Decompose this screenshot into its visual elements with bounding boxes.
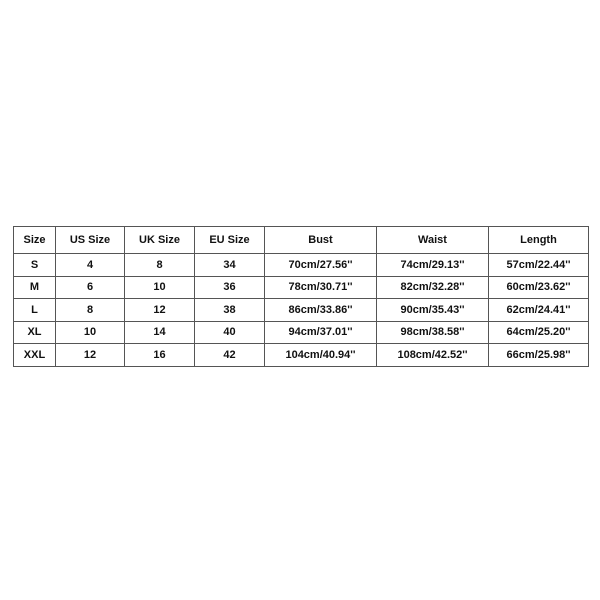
cell-waist: 90cm/35.43'' (377, 299, 489, 322)
cell-us-size: 6 (56, 276, 125, 299)
header-waist: Waist (377, 227, 489, 254)
header-us-size: US Size (56, 227, 125, 254)
cell-eu-size: 36 (195, 276, 265, 299)
cell-bust: 86cm/33.86'' (265, 299, 377, 322)
cell-uk-size: 14 (125, 321, 195, 344)
cell-eu-size: 40 (195, 321, 265, 344)
cell-waist: 108cm/42.52'' (377, 344, 489, 367)
cell-us-size: 4 (56, 254, 125, 277)
header-uk-size: UK Size (125, 227, 195, 254)
cell-length: 64cm/25.20'' (489, 321, 589, 344)
table-row (14, 344, 589, 367)
cell-size: XL (14, 321, 56, 344)
cell-length: 60cm/23.62'' (489, 276, 589, 299)
cell-bust: 94cm/37.01'' (265, 321, 377, 344)
cell-us-size: 12 (56, 344, 125, 367)
cell-uk-size: 10 (125, 276, 195, 299)
cell-length: 57cm/22.44'' (489, 254, 589, 277)
table-row (14, 276, 589, 299)
cell-waist: 98cm/38.58'' (377, 321, 489, 344)
cell-bust: 70cm/27.56'' (265, 254, 377, 277)
cell-bust: 104cm/40.94'' (265, 344, 377, 367)
header-row (14, 227, 589, 254)
cell-size: S (14, 254, 56, 277)
cell-size: L (14, 299, 56, 322)
cell-size: M (14, 276, 56, 299)
header-length: Length (489, 227, 589, 254)
cell-length: 66cm/25.98'' (489, 344, 589, 367)
cell-size: XXL (14, 344, 56, 367)
cell-uk-size: 8 (125, 254, 195, 277)
cell-eu-size: 34 (195, 254, 265, 277)
table-row (14, 299, 589, 322)
header-bust: Bust (265, 227, 377, 254)
cell-eu-size: 38 (195, 299, 265, 322)
header-size: Size (14, 227, 56, 254)
cell-uk-size: 12 (125, 299, 195, 322)
cell-waist: 82cm/32.28'' (377, 276, 489, 299)
header-eu-size: EU Size (195, 227, 265, 254)
cell-bust: 78cm/30.71'' (265, 276, 377, 299)
cell-us-size: 8 (56, 299, 125, 322)
table-row (14, 254, 589, 277)
cell-eu-size: 42 (195, 344, 265, 367)
cell-waist: 74cm/29.13'' (377, 254, 489, 277)
size-chart-table (13, 226, 589, 367)
cell-uk-size: 16 (125, 344, 195, 367)
cell-length: 62cm/24.41'' (489, 299, 589, 322)
table-row (14, 321, 589, 344)
cell-us-size: 10 (56, 321, 125, 344)
